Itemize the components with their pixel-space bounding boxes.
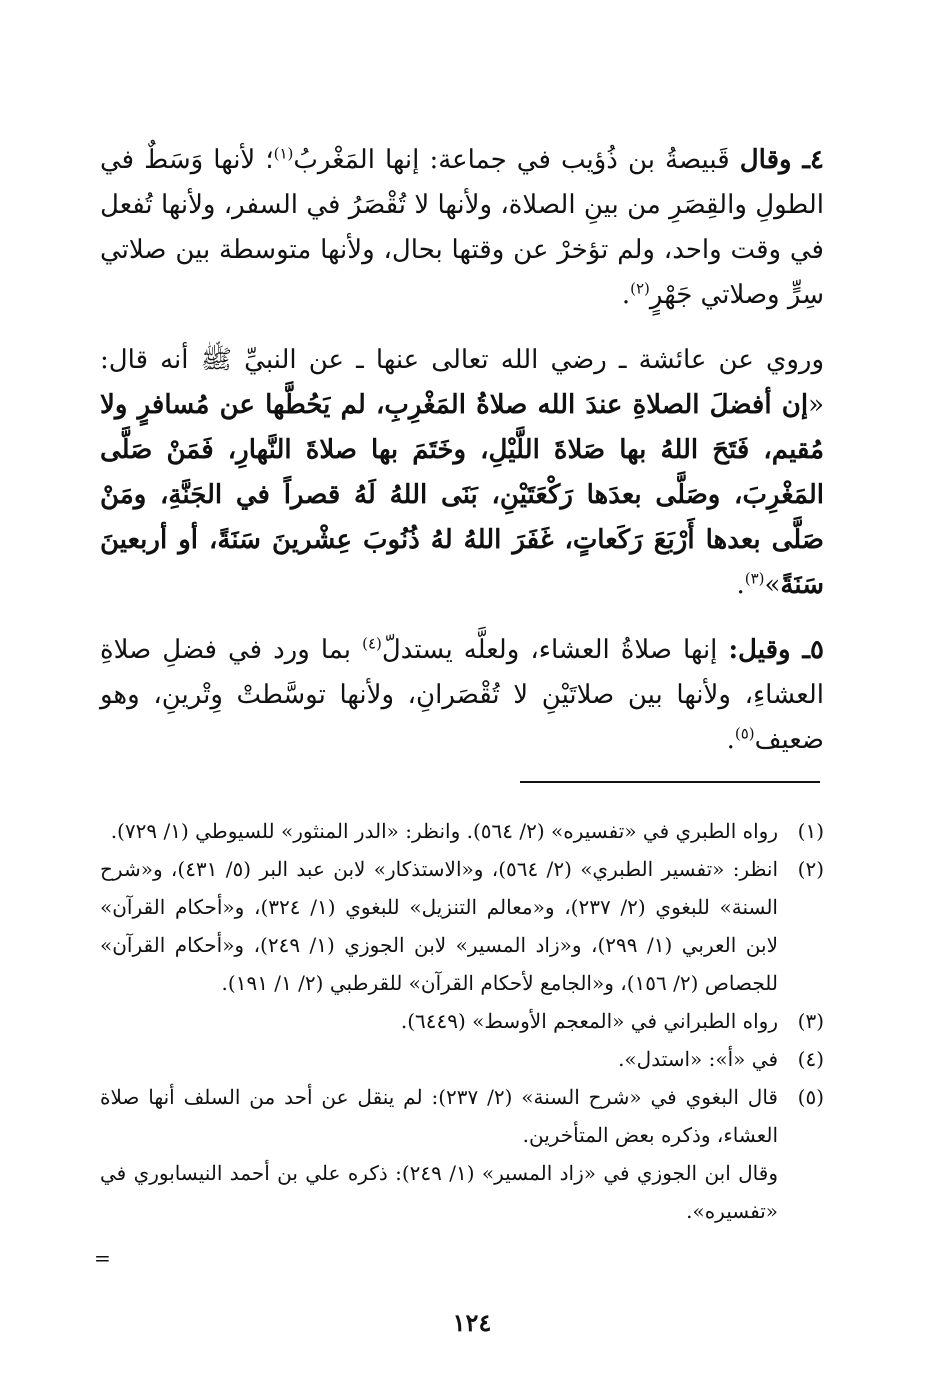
footnote-4 [100, 1040, 824, 1078]
paragraph-lead: ٥ـ وقيل: [728, 635, 824, 665]
footnote-ref: (٢) [630, 279, 650, 298]
paragraph-lead: ٤ـ وقال [739, 145, 825, 175]
footnote-line: وقال ابن الجوزي في «زاد المسير» (١/ ٢٤٩): ذكره علي بن أحمد النيسابوري في «تفسيره». [100, 1161, 778, 1223]
footnote-line: انظر: «تفسير الطبري» (٢/ ٥٦٤)، و«الاستذكار» لابن عبد البر (٥/ ٤٣١)، و«شرح السنة» للبغوي (٢/ ٢٣٧)، و«معالم التنزيل» للبغوي (١/ ٣٢٤)، و«أحكام القرآن» لابن العربي (١/ ٢٩٩)، و«زاد المسير» لابن الجوزي (١/ ٢٤٩)، و«أحكام القرآن» للجصاص (٢/ ١٥٦)، و«الجامع لأحكام القرآن» للقرطبي (٢/ ١/ ١٩١). [100, 857, 779, 995]
footnote-ref: (٤) [362, 634, 382, 653]
footnote-line: قال البغوي في «شرح السنة» (٢/ ٢٣٧): لم ينقل عن أحد من السلف أنها صلاة العشاء، وذكره بعض المتأخرين. [100, 1085, 778, 1147]
paragraph-text: ؛ لأنها وَسَطٌ في الطولِ والقِصَرِ من بينِ الصلاة، ولأنها لا تُقْصَرُ في السفر، ولأنها تُفعل في وقت واحد، ولم تؤخرْ عن وقتها بحال، ولأنها متوسطة بين صلاتي سِرٍّ وصلاتي جَهْرٍ [100, 145, 824, 310]
paragraph-text: قَبيصةُ بن ذُؤيب في جماعة: إنها المَغْربُ [293, 145, 740, 175]
hadith-text: إن أفضلَ الصلاةِ عندَ الله صلاةُ المَغْرِبِ، لم يَحُطَّها عن مُسافرٍ ولا مُقيم، فَتَحَ اللهُ بها صَلاةَ اللَّيْلِ، وخَتَمَ بها صلاةَ النَّهارِ، فَمَنْ صَلَّى المَغْرِبَ، وصَلَّى بعدَها رَكْعَتَيْنِ، بَنَى اللهُ لَهُ قصراً في الجَنَّةِ، ومَنْ صَلَّى بعدها أَرْبَعَ رَكَعاتٍ، غَفَرَ اللهُ لهُ ذُنُوبَ عِشْرينَ سَنَةً، أو أربعينَ سَنَةً [100, 390, 824, 600]
footnote-number: (٣) [797, 1009, 824, 1033]
footnote-number: (٤) [797, 1047, 824, 1071]
footnote-line: رواه الطبراني في «المعجم الأوسط» (٦٤٤٩). [400, 1009, 778, 1033]
paragraph-hadith [100, 338, 824, 608]
footnote-text [100, 1040, 778, 1078]
hadith-intro: وروي عن عائشة ـ رضي الله تعالى عنها ـ عن النبيِّ ﷺ أنه قال: « [100, 345, 824, 420]
footnote-line: رواه الطبري في «تفسيره» (٢/ ٥٦٤). وانظر: «الدر المنثور» للسيوطي (١/ ٧٢٩). [110, 819, 778, 843]
paragraph-4 [100, 138, 824, 318]
footnote-divider [520, 781, 820, 783]
footnote-text [100, 1078, 778, 1230]
footnotes [100, 812, 824, 1230]
paragraph-5 [100, 628, 824, 763]
footnote-2 [100, 850, 824, 1002]
paragraph-end: . [726, 725, 735, 755]
hadith-close: » [764, 570, 781, 600]
footnote-text [100, 850, 778, 1002]
paragraph-text: بما ورد في فضلِ صلاةِ العشاءِ، ولأنها بين صلاتَيْنِ لا تُقْصَرانِ، ولأنها توسَّطتْ وِتْرينِ، وهو ضعيف [100, 635, 824, 755]
footnote-ref: (٣) [744, 569, 765, 588]
footnote-line: في «أ»: «استدل». [618, 1047, 778, 1071]
footnote-5 [100, 1078, 824, 1230]
footnote-number: (٥) [797, 1085, 824, 1109]
footnote-text [100, 812, 778, 850]
page-number: ١٢٤ [452, 1308, 492, 1337]
footnote-ref: (٥) [734, 724, 755, 743]
main-text [100, 138, 824, 763]
footnote-3 [100, 1002, 824, 1040]
footnote-text [100, 1002, 778, 1040]
paragraph-end: . [736, 570, 745, 600]
paragraph-end: . [621, 280, 631, 310]
continuation-mark: = [94, 1246, 111, 1270]
footnote-ref: (١) [273, 144, 294, 163]
footnote-number: (٢) [797, 857, 824, 881]
footnote-number: (١) [797, 819, 824, 843]
paragraph-text: إنها صلاةُ العشاء، ولعلَّه يستدلّ [381, 635, 729, 665]
footnote-1 [100, 812, 824, 850]
